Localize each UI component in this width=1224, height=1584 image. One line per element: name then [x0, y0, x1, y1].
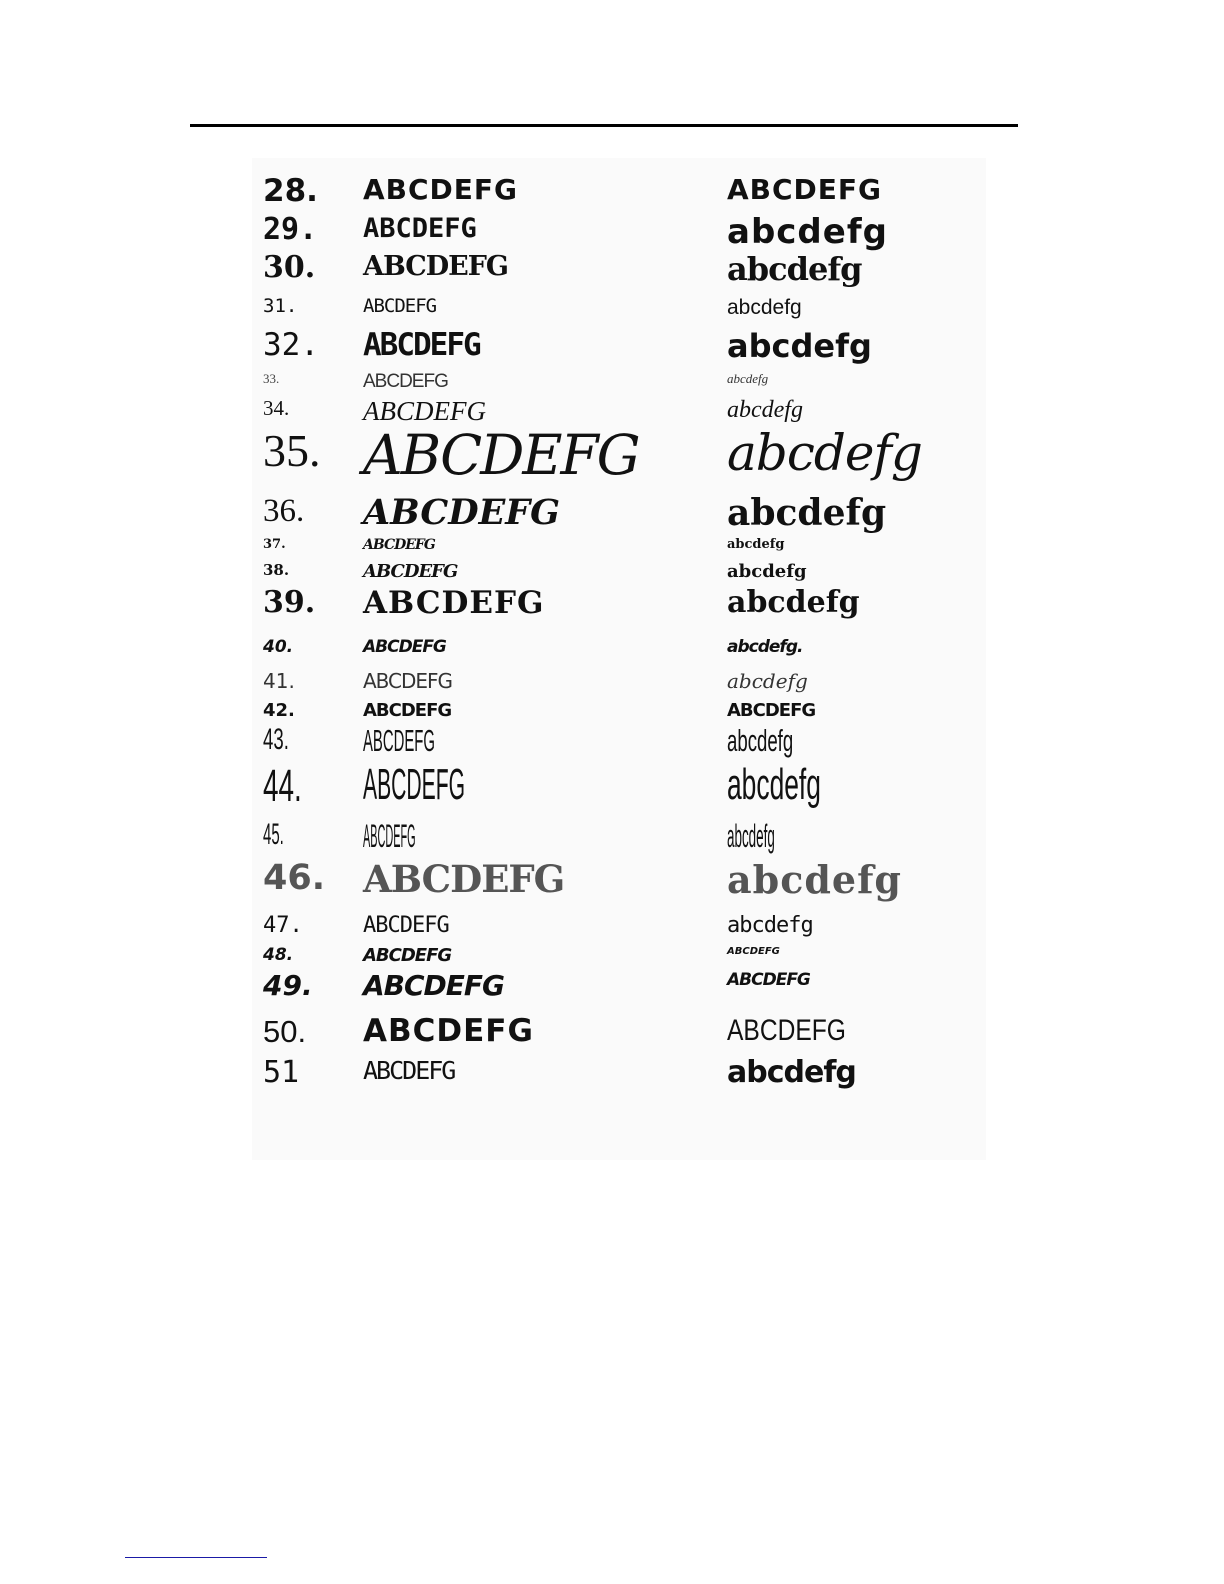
specimen-uppercase: ABCDEFG	[363, 327, 480, 363]
specimen-number: 51	[263, 1055, 300, 1090]
specimen-lowercase: abcdefg	[727, 857, 902, 902]
specimen-lowercase: abcdefg	[727, 760, 821, 809]
specimen-number: 37.	[263, 537, 286, 552]
specimen-lowercase: ABCDEFG	[727, 970, 810, 990]
specimen-number: 43.	[263, 723, 289, 756]
specimen-lowercase: abcdefg	[727, 296, 802, 319]
specimen-number: 28.	[263, 173, 318, 209]
specimen-number: 40.	[263, 637, 294, 657]
specimen-number: 47.	[263, 913, 303, 938]
specimen-uppercase: ABCDEFG	[363, 561, 458, 582]
specimen-number: 50.	[263, 1014, 307, 1049]
specimen-uppercase: ABCDEFG	[363, 423, 639, 487]
specimen-uppercase: ABCDEFG	[363, 723, 435, 758]
specimen-lowercase: abcdefg	[727, 537, 785, 552]
specimen-uppercase: ABCDEFG	[363, 637, 446, 657]
specimen-uppercase: ABCDEFG	[363, 371, 448, 392]
specimen-number: 44.	[263, 760, 302, 811]
specimen-lowercase: abcdefg	[727, 371, 769, 386]
specimen-uppercase: ABCDEFG	[363, 173, 519, 206]
specimen-uppercase: ABCDEFG	[363, 818, 416, 854]
specimen-uppercase: ABCDEFG	[363, 945, 452, 966]
specimen-uppercase: ABCDEFG	[363, 585, 545, 621]
footnote-separator	[125, 1557, 267, 1558]
specimen-lowercase: ABCDEFG	[727, 700, 816, 721]
specimen-number: 33.	[263, 371, 280, 386]
specimen-lowercase: ABCDEFG	[727, 1014, 846, 1047]
specimen-lowercase: ABCDEFG	[727, 173, 883, 206]
specimen-lowercase: abcdefg	[727, 424, 922, 482]
specimen-uppercase: ABCDEFG	[363, 1056, 455, 1085]
specimen-number: 36.	[263, 493, 305, 529]
specimen-uppercase: ABCDEFG	[363, 492, 561, 533]
specimen-uppercase: ABCDEFG	[363, 251, 508, 282]
specimen-number: 42.	[263, 700, 295, 721]
specimen-number: 46.	[263, 858, 326, 898]
specimen-number: 34.	[263, 396, 290, 420]
specimen-lowercase: abcdefg	[727, 561, 807, 582]
specimen-number: 41.	[263, 669, 295, 693]
specimen-lowercase: abcdefg	[727, 585, 860, 620]
specimen-lowercase: abcdefg	[727, 818, 775, 854]
specimen-lowercase: abcdefg	[727, 492, 887, 534]
specimen-lowercase: abcdefg	[727, 250, 862, 288]
specimen-lowercase: ABCDEFG	[727, 946, 780, 957]
specimen-lowercase: abcdefg.	[727, 637, 803, 657]
specimen-lowercase: abcdefg	[727, 1055, 856, 1090]
specimen-number: 31.	[263, 295, 298, 317]
specimen-number: 49.	[263, 969, 313, 1002]
specimen-lowercase: abcdefg	[727, 397, 803, 423]
specimen-number: 30.	[263, 250, 316, 285]
specimen-lowercase: abcdefg	[727, 327, 872, 365]
specimen-lowercase: abcdefg	[727, 723, 794, 758]
specimen-number: 48.	[263, 945, 294, 965]
specimen-uppercase: ABCDEFG	[363, 857, 565, 901]
specimen-number: 32.	[263, 327, 319, 363]
specimen-number: 38.	[263, 561, 290, 579]
specimen-uppercase: ABCDEFG	[363, 1013, 534, 1049]
specimen-number: 39.	[263, 585, 316, 620]
specimen-lowercase: abcdefg	[727, 212, 888, 252]
specimen-uppercase: ABCDEFG	[363, 396, 486, 426]
specimen-number: 35.	[263, 425, 321, 476]
specimen-uppercase: ABCDEFG	[363, 213, 477, 244]
specimen-uppercase: ABCDEFG	[363, 913, 449, 938]
specimen-uppercase: ABCDEFG	[363, 969, 505, 1002]
specimen-uppercase: ABCDEFG	[363, 760, 466, 809]
specimen-number: 45.	[263, 818, 284, 851]
specimen-uppercase: ABCDEFG	[363, 669, 453, 693]
specimen-uppercase: ABCDEFG	[363, 537, 435, 553]
specimen-lowercase: abcdefg	[727, 669, 808, 693]
specimen-number: 29.	[263, 212, 318, 247]
specimen-uppercase: ABCDEFG	[363, 700, 452, 721]
specimen-lowercase: abcdefg	[727, 913, 813, 938]
specimen-uppercase: ABCDEFG	[363, 295, 437, 317]
top-rule	[190, 124, 1018, 127]
